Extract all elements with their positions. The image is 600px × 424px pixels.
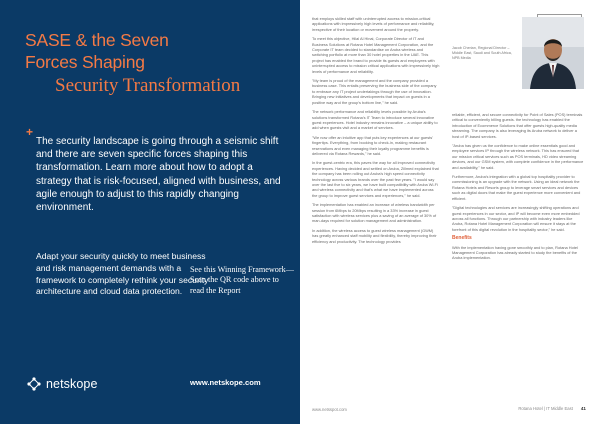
article-paragraph: "We now offer an intuitive app that puts key experiences at our guests' fingertips. Everything, from booking to check-in, making restaurant reservations and even managing their loyalty programme benefits is delivered via Rotana Rewards," he said.: [312, 134, 433, 156]
article-paragraph: reliable, efficient, and secure connectivity for Point of Sales (POS) terminals critical to conveniently billing guests. the technology has enabled the introduction of Ecommerce Solutions that offer guests high-quality media streaming. The company is also leveraging its Aruba network to deliver a host of IP-based services.: [452, 112, 583, 139]
article-paragraph: "Aruba has given us the confidence to make online essentials good and employee services IP through the wireless network. This has ensured that our mission critical services such as POS terminals, HD video streaming devices, and our GSM system, with complete confidence in the performance and availability," he said.: [452, 143, 584, 170]
qr-caption: See this Winning Framework—Scan the QR code above to read the Report: [190, 265, 294, 295]
advert-body-text: Adapt your security quickly to meet business and risk management demands with a framework to completely rethink your security architecture and cloud data protection.: [36, 251, 209, 297]
advert-title-line-2: Forces Shaping: [25, 52, 145, 72]
person-silhouette-icon: [522, 17, 584, 89]
advert-lead-text: The security landscape is going through a seismic shift and there are seven specific forces shaping this transformation. Learn more about how to adopt a strategy that is risk-focused, aligned with business, and agile enough to adjust to this rapidly changing environment.: [36, 136, 281, 214]
article-paragraph: In addition, the wireless access to guest wireless management (GWM) has greatly enhanced staff mobility and flexibility, thereby improving their efficiency and productivity. The technology provides: [312, 227, 437, 244]
footer-url: www.netsspot.com: [312, 407, 347, 412]
portrait-caption: Jacob Cherian, Regional Director – Middle East, Saudi and South Africa, NPB Media: [452, 46, 512, 60]
plus-icon: +: [26, 125, 34, 139]
website-link[interactable]: www.netskope.com: [190, 378, 261, 387]
article-paragraph: The implementation has enabled an increase of wireless bandwidth per session from 6Mbps to 20Mbps resulting in a 33% increase in guest satisfaction with wireless services plus a saving of an average of 30% of man-days required for solution management and administration.: [312, 202, 437, 224]
netskope-brand: [26, 376, 98, 392]
page-number: 41: [580, 406, 586, 411]
brand-name: netskope: [46, 377, 98, 391]
footer-publication: Rotana Hotel | IT Middle East: [518, 406, 573, 411]
article-paragraph: "Digital technologies and services are increasingly shifting operations and guest experiences in our sector, and IP will become even more embedded across all functions. Through our partnership with industry leaders like Aruba, Rotana Hotel Management Corporation will ensure it stays at the forefront of this digital revolution in the hospitality sector," he said.: [452, 205, 580, 232]
article-paragraph: With the implementation having gone smoothly and to plan, Rotana Hotel Management Corporation has already started to study the benefits of the Aruba implementation.: [452, 244, 578, 261]
netskope-logo-icon: [26, 376, 42, 392]
advert-title-line-1: SASE & the Seven: [25, 30, 169, 50]
article-column-2: [452, 112, 584, 265]
article-paragraph: In the guest-centric era, this paves the way for all improved connectivity experiences. Having decided and settled on Aruba, Zillmed explained that the company has been rolling out Aruba's high speed connectivity technology across various brands over the past few years. "I would say over the last five to six years, we have built compatibility with Aruba Wi-Fi and wireless connectivity and that's what we have implemented across the group to improve guest services and experiences," he said.: [312, 160, 439, 198]
article-paragraph: The network performance and reliability levels possible by Aruba's solutions transformed Rotana's IT Team to introduce several innovative guest experiences. Hotel industry remains innovative – a unique ability to add when guests visit and a market of services.: [312, 109, 438, 131]
article-paragraph: "My team is proud of the management and the company provided a business case. This entails preserving the business side of the company to embrace any IT project undertakings through the use of innovation. Bringing new initiatives and developments that impact on guests in a positive way and the group's bottom line," he said.: [312, 78, 437, 105]
article-page: [300, 0, 600, 424]
article-paragraph: that employs skilled staff with uninterrupted access to mission-critical applications with impressively high levels of performance and reliability, irrespective of their location or movement around the property.: [312, 16, 435, 32]
benefits-heading: Benefits: [452, 235, 472, 242]
footer-right: [518, 406, 586, 411]
article-paragraph: Furthermore, Aruba's integration with a global top hospitality provider to commissioning is an upgrade with the network. Using an ideal network the Rotana Hotels and Resorts group to leverage smart services and devices such as digital doors that make the guest experience more convenient and efficient.: [452, 174, 581, 201]
article-paragraph: To meet this objective, Hilal Al Hinai, Corporate Director of IT and Business Solutions at Rotana Hotel Management Corporation, and the Corporate IT team decided to standardise on Aruba wireless and switching portfolio at more than 30 hotel properties in the UAE. This project has enabled the brand to provide its guests and employees with uninterrupted access to mission critical applications with impressively high levels of performance and reliability.: [312, 36, 440, 74]
portrait-photo: [522, 17, 584, 89]
article-column-1: [312, 16, 440, 248]
advert-title-line-3: Security Transformation: [55, 75, 241, 96]
